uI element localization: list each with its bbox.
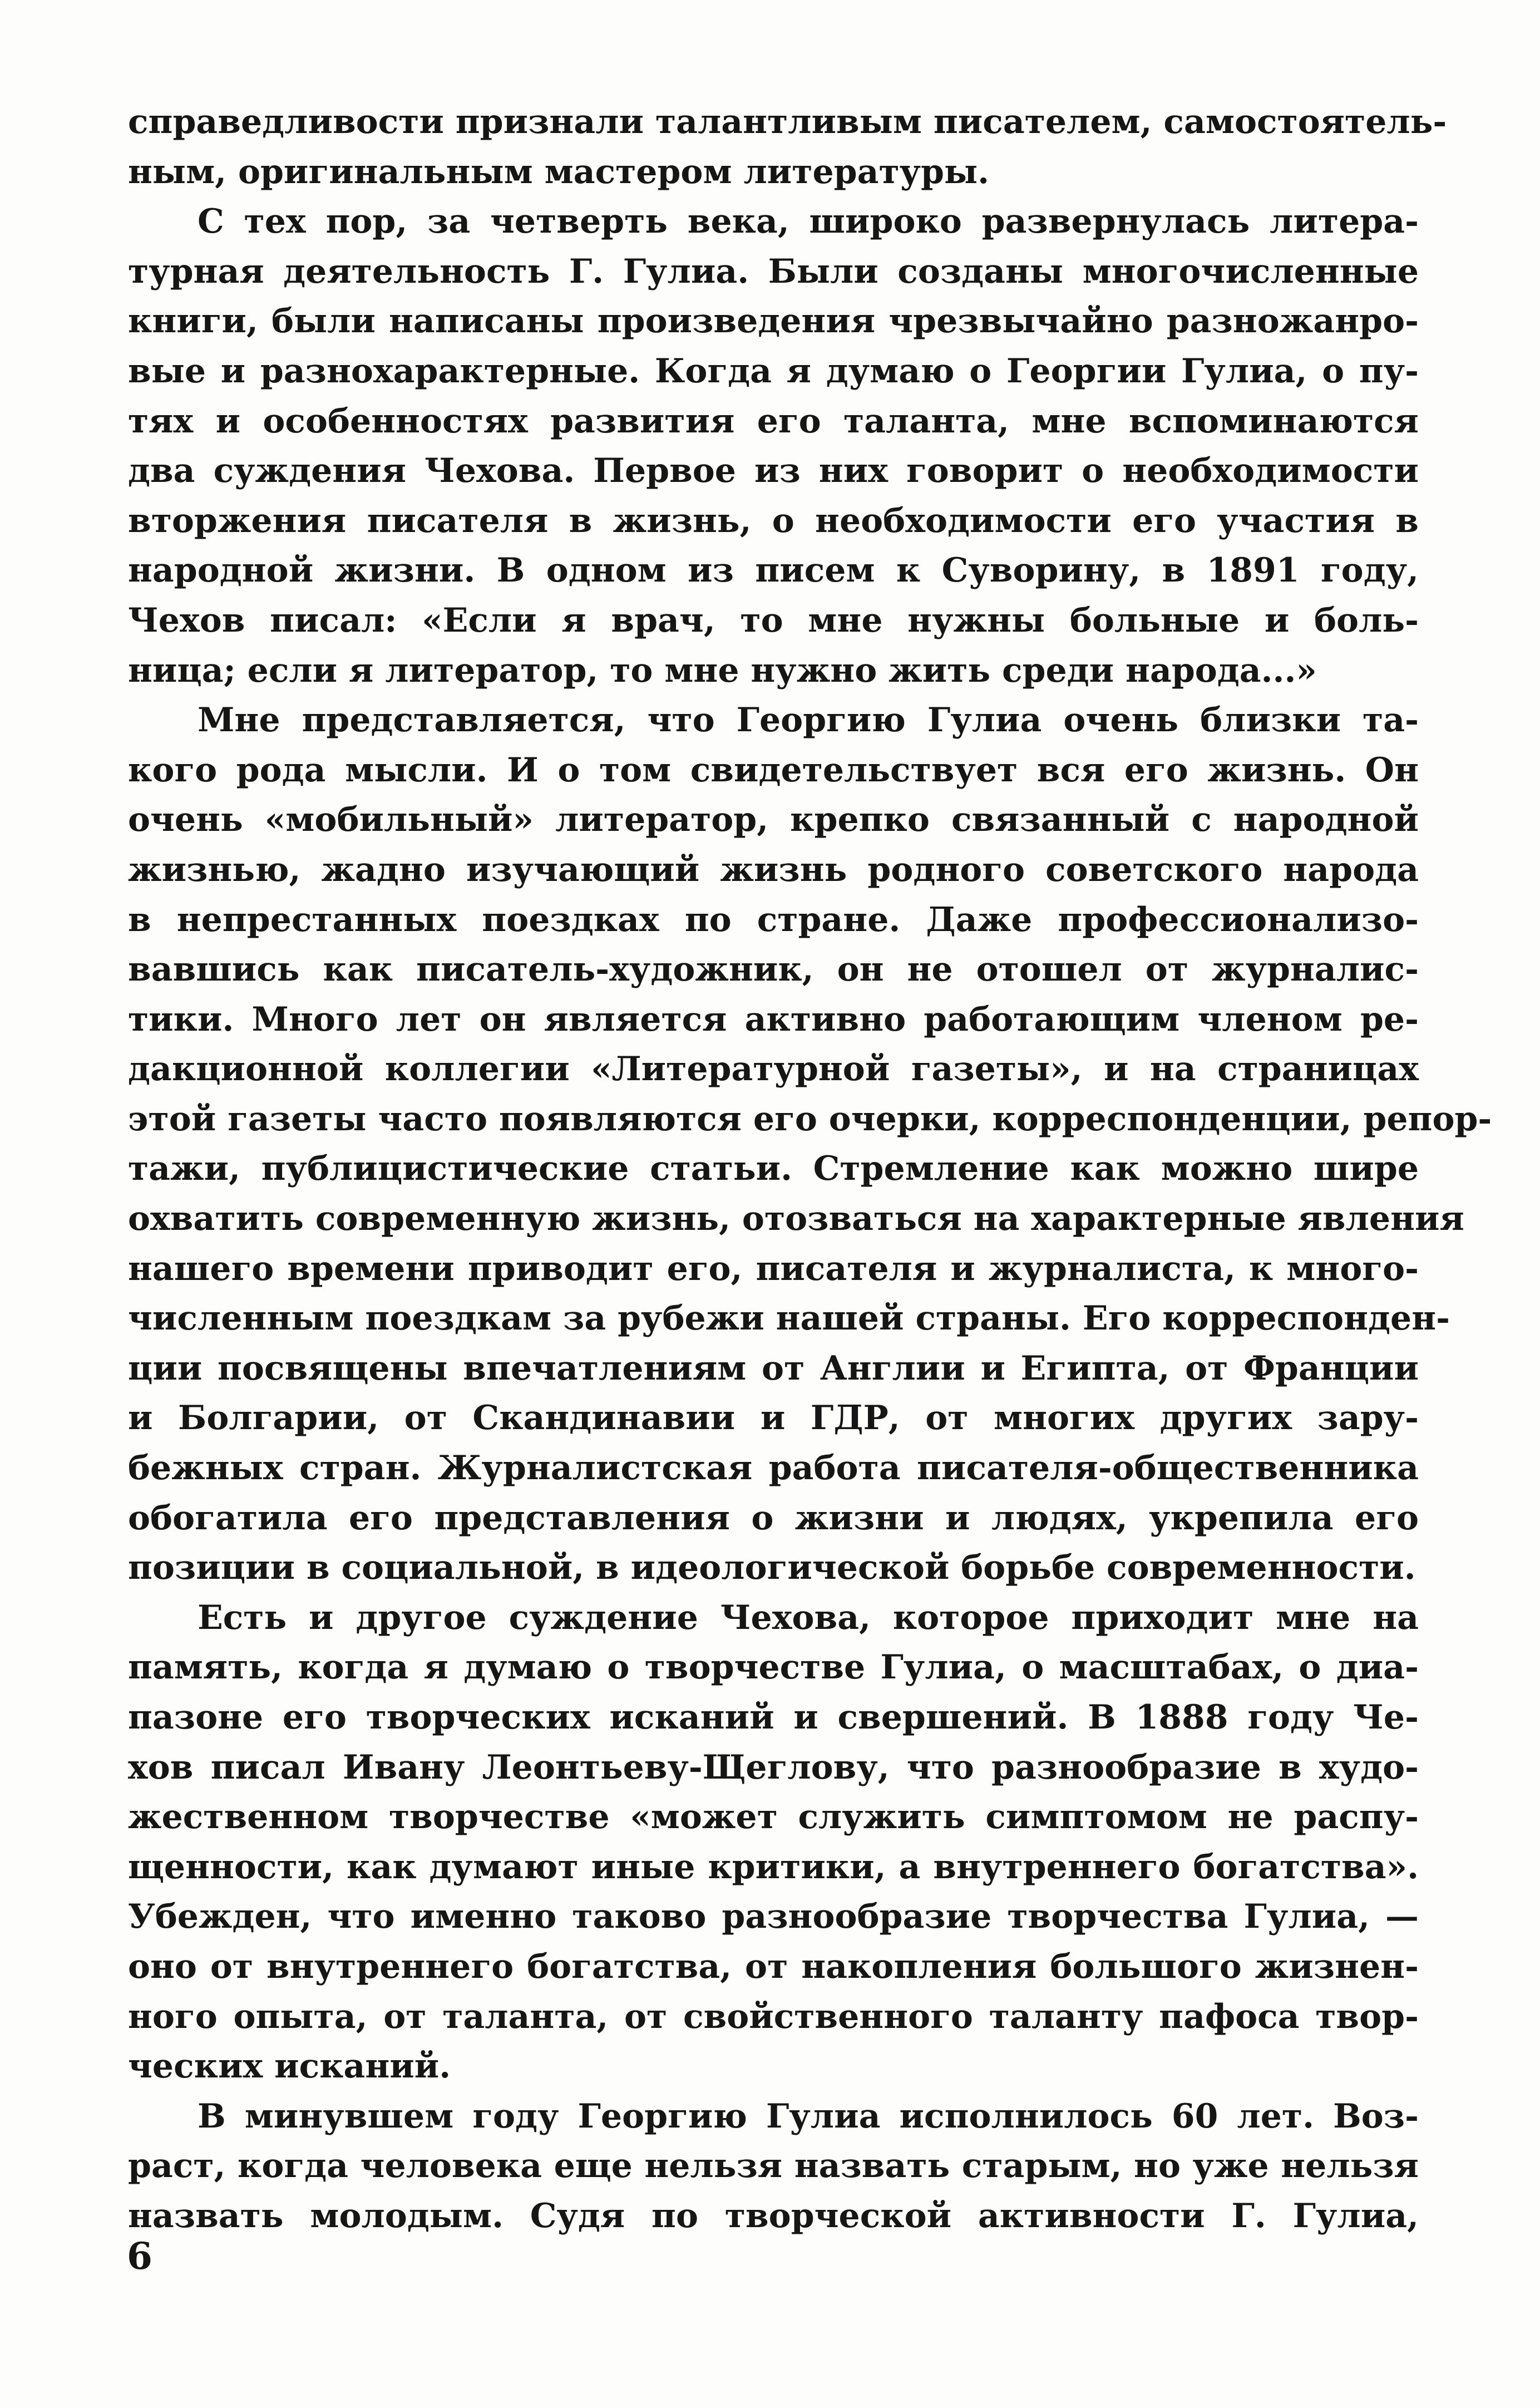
text-line: справедливости признали талантливым писателем, самостоятель- [128, 102, 1447, 141]
text-line: вые и разнохарактерные. Когда я думаю о Георгии Гулиа, о пу- [128, 351, 1419, 391]
text-line: вторжения писателя в жизнь, о необходимости его участия в [128, 501, 1419, 540]
body-text [128, 97, 1492, 2242]
text-line: в непрестанных поездках по стране. Даже профессионализо- [128, 900, 1419, 939]
text-line: численным поездкам за рубежи нашей страны. Его корреспонден- [128, 1299, 1450, 1338]
text-line: Убежден, что именно таково разнообразие творчества Гулиа, — [128, 1897, 1419, 1937]
text-line: дакционной коллегии «Литературной газеты», и на страницах [128, 1050, 1419, 1089]
text-line: ции посвящены впечатлениям от Англии и Египта, от Франции [128, 1348, 1419, 1388]
text-line: С тех пор, за четверть века, широко развернулась литера- [198, 202, 1419, 242]
text-line: турная деятельность Г. Гулиа. Были созданы многочисленные [128, 252, 1419, 291]
text-line: Мне представляется, что Георгию Гулиа очень близки та- [198, 701, 1419, 740]
text-line: вавшись как писатель-художник, он не отошел от журналис- [128, 950, 1419, 989]
text-line: тики. Много лет он является активно работающим членом ре- [128, 999, 1419, 1039]
text-line: пазоне его творческих исканий и свершений. В 1888 году Че- [128, 1698, 1419, 1737]
text-line: В минувшем году Георгию Гулиа исполнилось 60 лет. Воз- [198, 2096, 1419, 2136]
text-line: народной жизни. В одном из писем к Суворину, в 1891 году, [128, 551, 1419, 590]
text-line: хов писал Ивану Леонтьеву-Щеглову, что разнообразие в худо- [128, 1747, 1419, 1787]
text-line: этой газеты часто появляются его очерки, корреспонденции, репор- [128, 1099, 1492, 1139]
text-line: очень «мобильный» литератор, крепко связанный с народной [128, 800, 1419, 840]
text-line: и Болгарии, от Скандинавии и ГДР, от многих других зару- [128, 1398, 1419, 1438]
text-line: память, когда я думаю о творчестве Гулиа, о масштабах, о диа- [128, 1648, 1419, 1687]
text-line: охватить современную жизнь, отозваться на характерные явления [128, 1199, 1464, 1239]
text-line: тажи, публицистические статьи. Стремление как можно шире [128, 1149, 1419, 1189]
text-line: ница; если я литератор, то мне нужно жить среди народа...» [128, 651, 1317, 690]
text-line: жественном творчестве «может служить симптомом не распу- [128, 1798, 1419, 1837]
text-line: Есть и другое суждение Чехова, которое приходит мне на [198, 1598, 1419, 1637]
text-line: ческих исканий. [128, 2047, 451, 2086]
text-line: позиции в социальной, в идеологической борьбе современности. [128, 1548, 1416, 1588]
text-line: раст, когда человека еще нельзя назвать старым, но уже нельзя [128, 2146, 1419, 2186]
text-line: оно от внутреннего богатства, от накопления большого жизнен- [128, 1947, 1419, 1986]
text-line: тях и особенностях развития его таланта, мне вспоминаются [128, 401, 1419, 441]
text-line: жизнью, жадно изучающий жизнь родного советского народа [128, 850, 1419, 889]
page-number: 6 [127, 2234, 152, 2278]
text-line: кого рода мысли. И о том свидетельствует вся его жизнь. Он [128, 750, 1419, 790]
text-line: ного опыта, от таланта, от свойственного таланту пафоса твор- [128, 1997, 1419, 2036]
text-line: щенности, как думают иные критики, а внутреннего богатства». [128, 1847, 1419, 1887]
text-line: назвать молодым. Судя по творческой активности Г. Гулиа, [128, 2196, 1419, 2235]
text-line: бежных стран. Журналистская работа писателя-общественника [128, 1449, 1419, 1488]
text-line: Чехов писал: «Если я врач, то мне нужны больные и боль- [128, 600, 1419, 640]
text-line: нашего времени приводит его, писателя и журналиста, к много- [128, 1249, 1419, 1288]
text-line: два суждения Чехова. Первое из них говорит о необходимости [128, 451, 1419, 491]
text-line: ным, оригинальным мастером литературы. [128, 152, 990, 191]
text-line: обогатила его представления о жизни и людях, укрепила его [128, 1498, 1419, 1538]
text-line: книги, были написаны произведения чрезвычайно разножанро- [128, 302, 1419, 341]
